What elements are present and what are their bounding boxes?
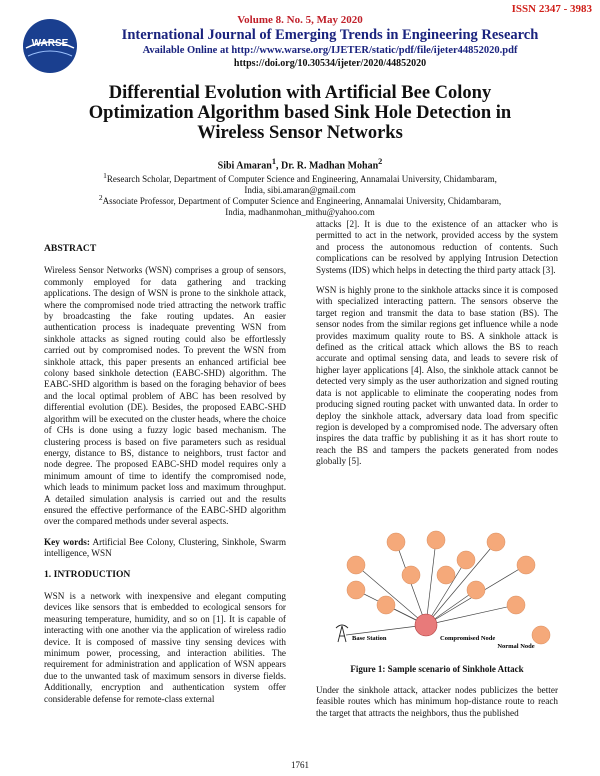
normal-node (377, 596, 395, 614)
abstract-text: Wireless Sensor Networks (WSN) comprises a group of sensors, commonly employed for data gathering and tracking applications. The design of WSN is prone to the sinkhole attack, where the compromised node tried attracting the network traffic by broadcasting the fake routing updates. An easier authentication process is inadequate preventing WSN from sinkhole attacks as signed routing could also be effortlessly carried out by compromised nodes. To prevent the WSN from sinkhole attack, this paper presents an enhanced artificial bee colony based sinkhole detection (EABC-SHD) algorithm. The EABC-SHD algorithm is based on the foraging behavior of bees and the local optimal problem of ABC has been resolved by differential evolution (DE). Besides, the proposed EABC-SHD algorithm will be executed on the cluster heads, where the choice of CHs is done using a fuzzy logic based mechanism. The clustering process is based on five parameters such as residual energy, distance to BS, distance to neighbors, trust factor and node degree. The proposed EABC-SHD model requires only a minimum amount of time to identify the compromised node, which leads to minimum packet loss and maximum throughput. A detailed simulation analysis is carried out and the results ensured the effective performance of the EABC-SHD algorithm over the compared methods under several aspects. (44, 265, 286, 527)
normal-node (457, 551, 475, 569)
available-online-link[interactable]: Available Online at http://www.warse.org/IJETER/static/pdf/file/ijeter44852020.pdf (142, 45, 518, 56)
volume-info: Volume 8. No. 5, May 2020 (237, 14, 363, 26)
normal-node (467, 581, 485, 599)
legend-base-station: Base Station (352, 635, 387, 642)
normal-node (437, 566, 455, 584)
right-column (316, 219, 558, 477)
issn: ISSN 2347 - 3983 (511, 3, 592, 15)
normal-node (347, 581, 365, 599)
base-station-icon (336, 625, 348, 642)
doi-link[interactable]: https://doi.org/10.30534/ijeter/2020/44852020 (233, 58, 427, 69)
compromised-node (415, 614, 437, 636)
normal-node (347, 556, 365, 574)
legend-compromised-node: Compromised Node (440, 635, 496, 642)
right-column-bottom (316, 685, 558, 728)
normal-node (427, 531, 445, 549)
normal-node (532, 626, 550, 644)
paper-title: Differential Evolution with Artificial Bee Colony Optimization Algorithm based Sink Hole Detection in Wireless Sensor Networks (88, 83, 512, 143)
normal-node (487, 533, 505, 551)
right-paragraph-2: WSN is highly prone to the sinkhole attacks since it is composed with specialized interacting pattern. The sensors observe the target region and transmit the data to base station (BS). The sensor nodes from the similar regions get influence while a node provides maximum quality route to BS. A sinkhole attack is defined as the critical attack which allows the BS to reach accurate and optimal sensing data, and leads to severe risk of higher layer applications [4]. Also, the sinkhole attack cannot be detected very simply as the user authorization and signed routing data is not applicable to eliminate the cooperating nodes from producing signed routing packet with unwanted data. In order to deploy the sinkhole attack, adversary data load from specific region is developed by a compromised node. The adversary often inspires the data traffic by publishing it as it has short route to reach the BS and tampers the packets generated from nodes globally [5]. (316, 285, 558, 467)
intro-text: WSN is a network with inexpensive and elegant computing devices like sensors that is embedded to ecological sensors for measuring temperature, humidity, and so on [1]. It is capable of interacting with one another via the application of wireless radio device. It is composed of massive tiny sensing devices with minimum power, processing, and interaction abilities. The requirement for administration and application of WSN appears due to the unwanted task of maximum sensors in diverse fields. Additionally, encryption and authentication system offer considerable defense for remote-class external (44, 590, 286, 704)
legend-normal-node: Normal Node (497, 643, 535, 650)
normal-node (402, 566, 420, 584)
right-paragraph-1: attacks [2]. It is due to the existence of an attacker who is permitted to act in the network, provided access by the system and process the autonomous reduction of contents. Such complications can be resolved by applying Intrusion Detection Systems (IDS) which helps in detecting the third party attack [3]. (316, 219, 558, 275)
normal-node (517, 556, 535, 574)
sinkhole-figure (316, 530, 558, 660)
logo-text: WARSE (31, 38, 69, 49)
left-column (44, 243, 286, 714)
normal-node (387, 533, 405, 551)
intro-heading: 1. INTRODUCTION (44, 568, 131, 580)
abstract-heading: ABSTRACT (44, 243, 97, 254)
journal-name: International Journal of Emerging Trends in Engineering Research (121, 27, 539, 43)
page-number: 1761 (291, 760, 309, 770)
authors: Sibi Amaran$^1$, Dr. R. Madhan Mohan$^2$ (217, 157, 383, 172)
keywords: Key words: Artificial Bee Colony, Clustering, Sinkhole, Swarm intelligence, WSN (44, 536, 286, 559)
normal-node (507, 596, 525, 614)
right-paragraph-3: Under the sinkhole attack, attacker nodes publicizes the better feasible routes which has minimum hop-distance route to reach the target that attracts the neighbors, thus the published (316, 685, 558, 718)
affiliation-2: $^2$Associate Professor, Department of Computer Science and Engineering, Annamalai University, Chidambaram, India, madhanmohan_mithu@yahoo.com (98, 193, 502, 217)
figure-caption: Figure 1: Sample scenario of Sinkhole Attack (350, 664, 524, 674)
affiliation-1: $^1$Research Scholar, Department of Computer Science and Engineering, Annamalai University, Chidambaram, India, sibi.amaran@gmail.com (103, 171, 497, 195)
